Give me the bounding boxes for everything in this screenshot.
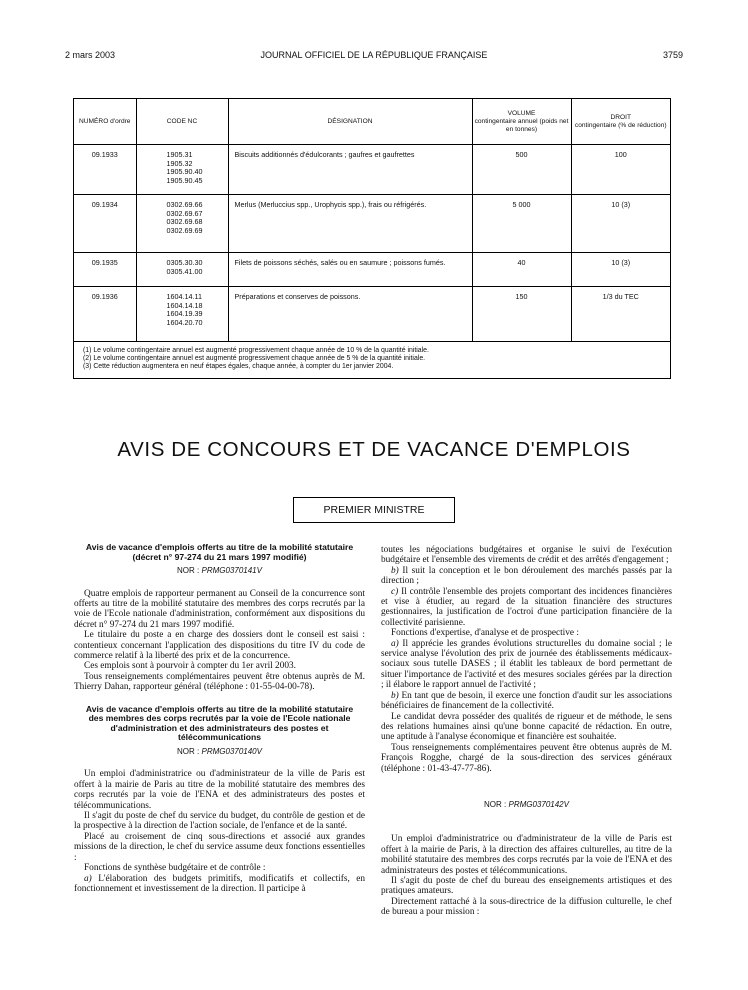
col-header-droit xyxy=(571,99,670,145)
paragraph: Ces emplois sont à pourvoir à compter du 1er avril 2003. xyxy=(84,661,296,672)
page-header xyxy=(65,50,683,64)
table-footnotes xyxy=(74,342,670,378)
cell-droit: 10 (3) xyxy=(571,253,670,287)
cell-code: 1604.19.39 xyxy=(166,309,203,319)
cell-num: 09.1933 xyxy=(74,145,136,195)
cell-droit: 1/3 du TEC xyxy=(571,287,670,342)
right-column xyxy=(381,545,672,918)
cell-droit: 100 xyxy=(571,145,670,195)
cell-designation: Préparations et conserves de poissons. xyxy=(228,287,472,342)
paragraph: Fonctions d'expertise, d'analyse et de prospective : xyxy=(391,628,579,639)
header-date: 2 mars 2003 xyxy=(65,50,116,60)
cell-code: 1604.20.70 xyxy=(166,317,203,327)
paragraph: Directement rattaché à la sous-directrice de la diffusion culturelle, le chef de bureau a pour mission : xyxy=(381,896,672,918)
paragraph: Il s'agit du poste de chef du bureau des enseignements artistiques et des pratiques amateurs. xyxy=(381,875,672,897)
nor-label: NOR : xyxy=(177,566,200,576)
item-text: Il suit la conception et le bon déroulement des marchés passés par la direction ; xyxy=(381,565,672,587)
table-row xyxy=(74,287,670,342)
ministry-box xyxy=(293,497,455,523)
notice-heading: Avis de vacance d'emplois offerts au titre de la mobilité statutaire (décret n° 97-274 du 21 mars 1997 modifié) xyxy=(85,542,354,562)
col-header-droit-title: DROIT xyxy=(610,113,631,121)
paragraph: Quatre emplois de rapporteur permanent au Conseil de la concurrence sont offerts au titre de la mobilité statutaire des membres des corps recrutés par la voie de l'Ecole nationale d'administration, conformément aux dispositions du décret n° 97-274 du 21 mars 1997 modifié. xyxy=(74,588,365,630)
item-text: Il contrôle l'ensemble des projets comportant des incidences financières et vise à étudier, au regard de la situation financière des structures gestionnaires, la justification de l'octroi d'une participation financière de la collectivité parisienne. xyxy=(381,586,672,628)
paragraph: Un emploi d'administratrice ou d'administrateur de la ville de Paris est offert à la mairie de Paris, à la direction des affaires culturelles, au titre de la mobilité statutaire des membres des corps recrutés par la voie de l'ENA et des administrateurs des postes et télécommunications. xyxy=(381,834,672,876)
paragraph xyxy=(381,639,672,691)
table-header-row xyxy=(74,99,670,145)
item-label: b) xyxy=(391,565,399,576)
cell-codes xyxy=(136,195,228,253)
cell-code: 1604.14.18 xyxy=(166,300,203,310)
nor-code: PRMG0370140V xyxy=(201,747,262,757)
nor-reference xyxy=(74,747,365,757)
item-text: En tant que de besoin, il exerce une fonction d'audit sur les associations bénéficiaires de financement de la collectivité. xyxy=(381,690,672,712)
item-label: b) xyxy=(391,690,399,701)
cell-code: 1604.14.11 xyxy=(166,292,202,301)
cell-code: 0305.30.30 xyxy=(166,258,203,267)
col-header-designation: DÉSIGNATION xyxy=(228,99,472,145)
cell-volume: 5 000 xyxy=(472,195,571,253)
cell-code: 1905.90.45 xyxy=(166,175,203,185)
footnote: (3) Cette réduction augmentera en neuf étapes égales, chaque année, à compter du 1er janvier 2004. xyxy=(83,363,394,370)
item-text: Il apprécie les grandes évolutions structurelles du domaine social ; le service analyse l'évolution des prix de journée des établissements médicaux-sociaux sous tutelle DASES ; il établit les tableaux de bord permettant de situer l'importance de l'activité et des mesures sociales gérées par la direction ; il élabore le rapport annuel de l'activité ; xyxy=(381,638,672,691)
paragraph: Un emploi d'administratrice ou d'administrateur de la ville de Paris est offert à la mairie de Paris au titre de la mobilité statutaire des membres des corps recrutés par la voie de l'ENA et des administrateurs des postes et télécommunications. xyxy=(74,769,365,811)
cell-code: 0302.69.68 xyxy=(166,217,203,227)
item-label: a) xyxy=(84,873,92,884)
nor-label: NOR : xyxy=(177,747,200,757)
col-header-volume xyxy=(472,99,571,145)
item-label: a) xyxy=(391,638,399,649)
paragraph xyxy=(381,587,672,629)
cell-codes xyxy=(136,287,228,342)
paragraph: toutes les négociations budgétaires et organise le suivi de l'exécution budgétaire et l'ensemble des virements de crédit et des arrêtés d'engagement ; xyxy=(381,545,672,566)
cell-code: 1905.31 xyxy=(166,150,193,159)
cell-codes xyxy=(136,253,228,287)
paragraph xyxy=(381,566,672,587)
nor-reference xyxy=(74,566,365,576)
nor-label: NOR : xyxy=(484,799,507,809)
cell-droit: 10 (3) xyxy=(571,195,670,253)
cell-code: 1905.90.40 xyxy=(166,167,203,177)
footnote: (2) Le volume contingentaire annuel est augmenté progressivement chaque année de 5 % de la quantité initiale. xyxy=(83,355,426,362)
table-row xyxy=(74,195,670,253)
section-title: AVIS DE CONCOURS ET DE VACANCE D'EMPLOIS xyxy=(117,438,631,461)
table-row xyxy=(74,253,670,287)
header-title: JOURNAL OFFICIEL DE LA RÉPUBLIQUE FRANÇAISE xyxy=(260,50,488,60)
item-text: L'élaboration des budgets primitifs, modificatifs et collectifs, en fonctionnement et investissement de la direction. Il participe à xyxy=(74,873,365,894)
paragraph: Il s'agit du poste de chef du service du budget, du contrôle de gestion et de la prospective à la direction de l'action sociale, de l'enfance et de la santé. xyxy=(74,811,365,832)
col-header-volume-sub: contingentaire annuel (poids net en tonnes) xyxy=(474,117,569,133)
cell-num: 09.1936 xyxy=(74,287,136,342)
paragraph: Tous renseignements complémentaires peuvent être obtenus auprès de M. Thierry Dahan, rapporteur général (téléphone : 01-55-04-00-78). xyxy=(74,671,365,693)
paragraph: Placé au croisement de cinq sous-directions et associé aux grandes missions de la direction, le chef du service assume deux fonctions essentielles : xyxy=(74,831,365,863)
paragraph: Le titulaire du poste a en charge des dossiers dont le conseil est saisi : contentieux concernant l'application des dispositions du titre IV du code de commerce relatif à la liberté des prix et de la concurrence. xyxy=(74,630,365,662)
cell-designation: Filets de poissons séchés, salés ou en saumure ; poissons fumés. xyxy=(228,253,472,287)
cell-num: 09.1935 xyxy=(74,253,136,287)
cell-volume: 40 xyxy=(472,253,571,287)
cell-code: 0305.41.00 xyxy=(166,266,203,276)
col-header-code: CODE NC xyxy=(136,99,228,145)
cell-code: 0302.69.67 xyxy=(166,208,203,218)
item-label: c) xyxy=(391,586,399,597)
paragraph: Fonctions de synthèse budgétaire et de contrôle : xyxy=(84,863,266,874)
nor-code: PRMG0370141V xyxy=(201,566,262,576)
page-number: 3759 xyxy=(662,50,683,60)
paragraph: Le candidat devra posséder des qualités de rigueur et de méthode, le sens des relations humaines ainsi qu'une bonne capacité de rédaction. En outre, une aptitude à l'analyse économique et financière est souhaitée. xyxy=(381,711,672,743)
cell-volume: 500 xyxy=(472,145,571,195)
footnote: (1) Le volume contingentaire annuel est augmenté progressivement chaque année de 10 % de la quantité initiale. xyxy=(83,347,429,354)
cell-code: 0302.69.69 xyxy=(166,225,203,235)
paragraph xyxy=(381,691,672,712)
col-header-num: NUMÉRO d'ordre xyxy=(74,99,136,145)
cell-volume: 150 xyxy=(472,287,571,342)
cell-code: 1905.32 xyxy=(166,158,193,168)
ministry-label: PREMIER MINISTRE xyxy=(323,504,425,516)
col-header-volume-title: VOLUME xyxy=(507,109,536,117)
col-header-droit-sub: contingentaire (% de réduction) xyxy=(574,121,667,129)
notice-heading: Avis de vacance d'emplois offerts au titre de la mobilité statutaire des membres des corps recrutés par la voie de l'Ecole nationale d'administration et des administrateurs des postes et télécommunications xyxy=(85,703,354,743)
quota-table xyxy=(73,98,671,379)
nor-code: PRMG0370142V xyxy=(508,799,569,809)
cell-code: 0302.69.66 xyxy=(166,200,203,209)
nor-reference xyxy=(381,800,672,810)
cell-designation: Merlus (Merluccius spp., Urophycis spp.), frais ou réfrigérés. xyxy=(228,195,472,253)
left-column xyxy=(74,543,365,894)
cell-designation: Biscuits additionnés d'édulcorants ; gaufres et gaufrettes xyxy=(228,145,472,195)
paragraph: Tous renseignements complémentaires peuvent être obtenus auprès de M. François Rogghe, chargé de la sous-direction des services généraux (téléphone : 01-43-47-77-86). xyxy=(381,742,672,774)
table-row xyxy=(74,145,670,195)
cell-num: 09.1934 xyxy=(74,195,136,253)
paragraph xyxy=(74,874,365,895)
cell-codes xyxy=(136,145,228,195)
